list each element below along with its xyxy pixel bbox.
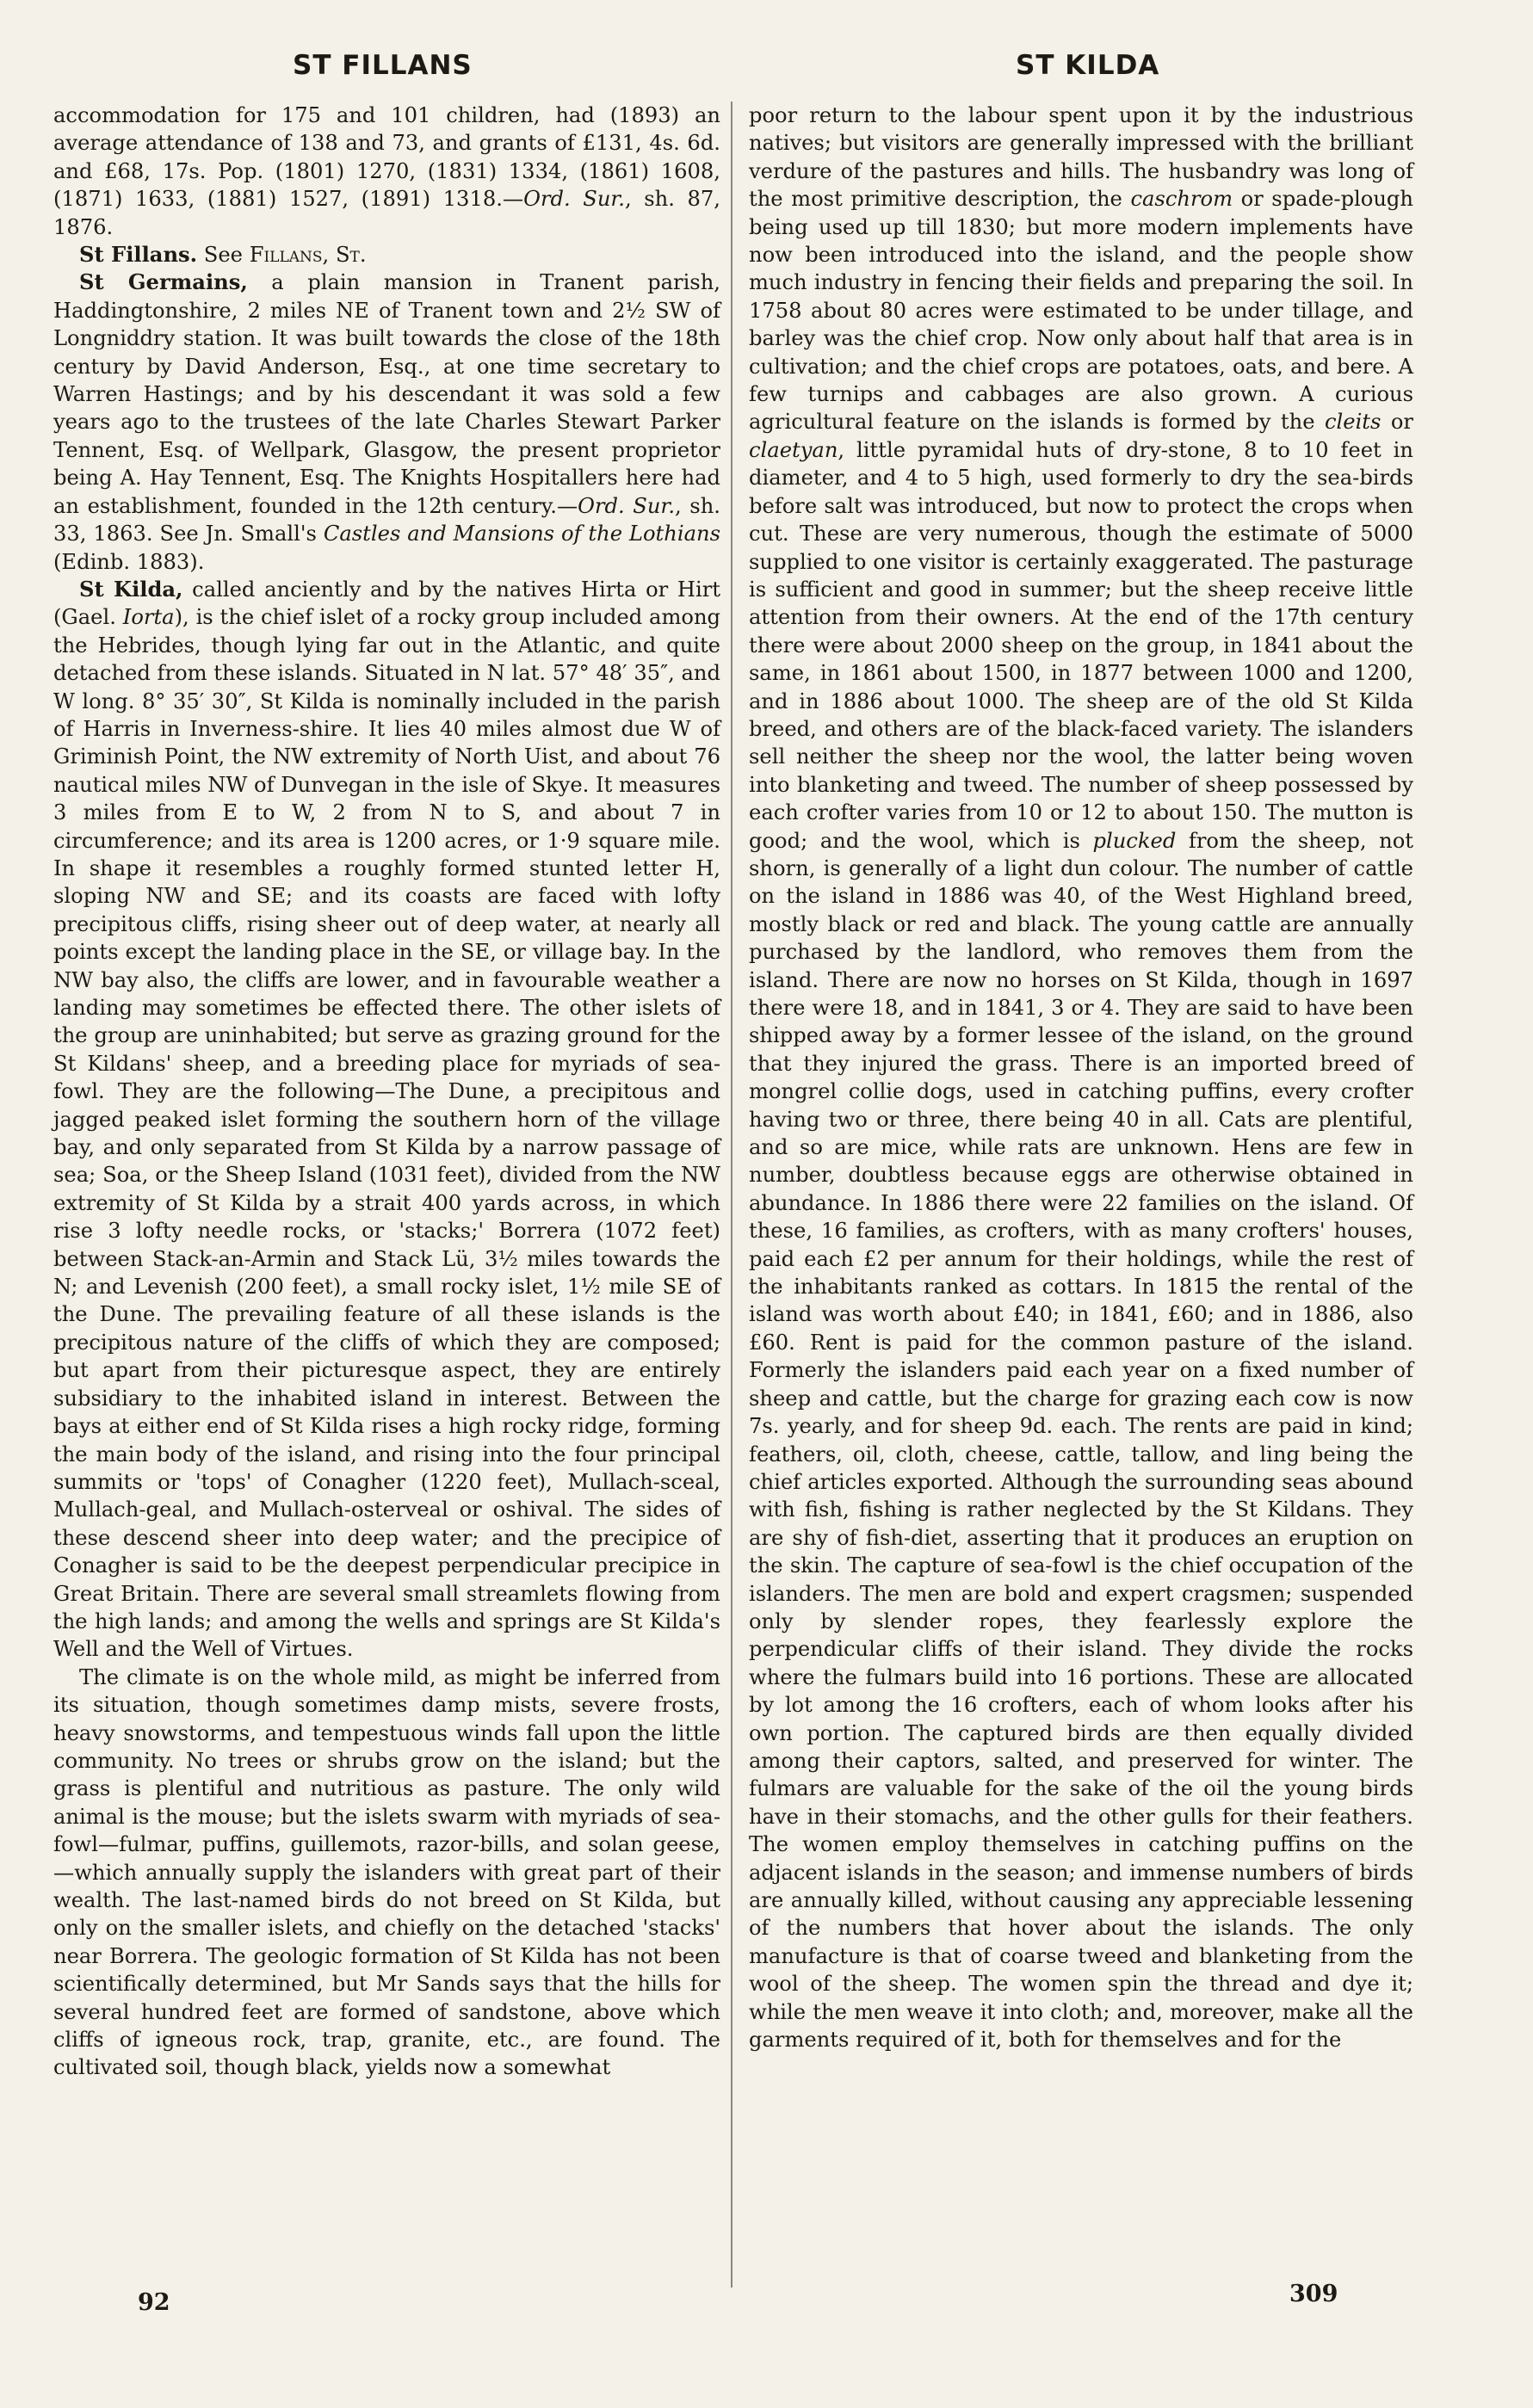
paragraph-text: , little pyramidal huts of dry-stone, 8 to 10 feet in diameter, and 4 to 5 high, used formerly to dry the sea-birds before salt was introduced, but now to protect the crops when cut. These are very numerous, though the estimate of 5000 supplied to one visitor is certainly exaggerated. The pasturage is sufficient and good in summer; but the sheep receive little attention from their owners. At the end of the 17th century there were about 2000 sheep on the group, in 1841 about the same, in 1861 about 1500, in 1877 between 1000 and 1200, and in 1886 about 1000. The sheep are of the old St Kilda breed, and others are of the black-faced variety. The islanders sell neither the sheep nor the wool, the latter being woven into blanketing and tweed. The number of sheep possessed by each crofter varies from 10 or 12 to about 150. The mutton is good; and the wool, which is — [749, 437, 1413, 853]
page-number-right: 309 — [1289, 2281, 1338, 2307]
entry-headword: St Germains, — [79, 269, 248, 295]
entry-st-germains — [53, 269, 720, 575]
book-title-italic: Castles and Mansions of the Lothians — [323, 522, 720, 546]
reference-italic: Ord. Sur. — [523, 187, 625, 212]
running-header — [0, 50, 1533, 93]
left-column — [53, 102, 720, 2082]
page-number-left: 92 — [138, 2289, 170, 2316]
entry-text: See — [197, 243, 250, 268]
column-divider — [731, 102, 733, 2288]
right-running-title: ST KILDA — [1016, 50, 1160, 81]
paragraph-school-stats — [53, 102, 720, 241]
paragraph-husbandry — [749, 102, 1413, 2053]
right-column — [749, 102, 1413, 2053]
term-italic: plucked — [1092, 828, 1177, 853]
cross-reference: Fillans, St. — [249, 243, 367, 268]
entry-text: , sh. 33, 1863. See Jn. Small's — [53, 493, 720, 546]
paragraph-text: , sh. 87, 1876. — [53, 187, 720, 239]
entry-text: a plain mansion in Tranent parish, Haddingtonshire, 2 miles NE of Tranent town and 2½ SW of Longniddry station. It was built towards the close of the 18th century by David Anderson, Esq., at one time secretary to Warren Hastings; and by his descendant it was sold a few years ago to the trustees of the late Charles Stewart Parker Tennent, Esq. of Wellpark, Glasgow, the present proprietor being A. Hay Tennent, Esq. The Knights Hospitallers here had an establishment, founded in the 12th century.— — [53, 270, 720, 518]
entry-text: called anciently and by the natives Hirta or Hirt (Gael. — [53, 577, 721, 630]
paragraph-text: accommodation for 175 and 101 children, had (1893) an average attendance of 138 and 73, and grants of £131, 4s. 6d. and £68, 17s. Pop. (1801) 1270, (1831) 1334, (1861) 1608, (1871) 1633, (1881) 1527, (1891) 1318.— — [53, 103, 720, 212]
paragraph-text: from the sheep, not shorn, is generally of a light dun colour. The number of cattle on the island in 1886 was 40, of the West Highland breed, mostly black or red and black. The young cattle are annually purchased by the landlord, who removes them from the island. There are now no horses on St Kilda, though in 1697 there were 18, and in 1841, 3 or 4. They are said to have been shipped away by a former lessee of the island, on the ground that they injured the grass. There is an imported breed of mongrel collie dogs, used in catching puffins, every crofter having two or three, there being 40 in all. Cats are plentiful, and so are mice, while rats are unknown. Hens are few in number, doubtless because eggs are otherwise obtained in abundance. In 1886 there were 22 families on the island. Of these, 16 families, as crofters, with as many crofters' houses, paid each £2 per annum for their holdings, while the rest of the inhabitants ranked as cottars. In 1815 the rental of the island was worth about £40; in 1841, £60; and in 1886, also £60. Rent is paid for the common pasture of the island. Formerly the islanders paid each year on a fixed number of sheep and cattle, but the charge for grazing each cow is now 7s. yearly, and for sheep 9d. each. The rents are paid in kind; feathers, oil, cloth, cheese, cattle, tallow, and ling being the chief articles exported. Although the surrounding seas abound with fish, fishing is rather neglected by the St Kildans. They are shy of fish-diet, asserting that it produces an eruption on the skin. The capture of sea-fowl is the chief occupation of the islanders. The men are bold and expert cragsmen; suspended only by slender ropes, they fearlessly explore the perpendicular cliffs of their island. They divide the rocks where the fulmars build into 16 portions. These are allocated by lot among the 16 crofters, each of whom looks after his own portion. The captured birds are then equally divided among their captors, salted, and preserved for winter. The fulmars are valuable for the sake of the oil the young birds have in their stomachs, and the other gulls for their feathers. The women employ themselves in catching puffins on the adjacent islands in the season; and immense numbers of birds are annually killed, without causing any appreciable lessening of the numbers that hover about the islands. The only manufacture is that of coarse tweed and blanketing from the wool of the sheep. The women spin the thread and dye it; while the men weave it into cloth; and, moreover, make all the garments required of it, both for themselves and for the — [749, 828, 1413, 2053]
entry-headword: St Fillans. — [79, 242, 198, 268]
gaelic-name-italic: Iorta — [122, 605, 175, 630]
entry-st-kilda — [53, 576, 720, 1664]
entry-text: ), is the chief islet of a rocky group included among the Hebrides, though lying far out in the Atlantic, and quite detached from these islands. Situated in N lat. 57° 48′ 35″, and W long. 8° 35′ 30″, St Kilda is nominally included in the parish of Harris in Inverness-shire. It lies 40 miles almost due W of Griminish Point, the NW extremity of North Uist, and about 76 nautical miles NW of Dunvegan in the isle of Skye. It measures 3 miles from E to W, 2 from N to S, and about 7 in circumference; and its area is 1200 acres, or 1·9 square mile. In shape it resembles a roughly formed stunted letter H, sloping NW and SE; and its coasts are faced with lofty precipitous cliffs, rising sheer out of deep water, at nearly all points except the landing place in the SE, or village bay. In the NW bay also, the cliffs are lower, and in favourable weather a landing may sometimes be effected there. The other islets of the group are uninhabited; but serve as grazing ground for the St Kildans' sheep, and a breeding place for myriads of sea-fowl. They are the following—The Dune, a precipitous and jagged peaked islet forming the southern horn of the village bay, and only separated from St Kilda by a narrow passage of sea; Soa, or the Sheep Island (1031 feet), divided from the NW extremity of St Kilda by a strait 400 yards across, in which rise 3 lofty needle rocks, or 'stacks;' Borrera (1072 feet) between Stack-an-Armin and Stack Lü, 3½ miles towards the N; and Levenish (200 feet), a small rocky islet, 1½ mile SE of the Dune. The prevailing feature of all these islands is the precipitous nature of the cliffs of which they are composed; but apart from their picturesque aspect, they are entirely subsidiary to the inhabited island in interest. Between the bays at either end of St Kilda rises a high rocky ridge, forming the main body of the island, and rising into the four principal summits or 'tops' of Conagher (1220 feet), Mullach-sceal, Mullach-geal, and Mullach-osterveal or oshival. The sides of these descend sheer into deep water; and the precipice of Conagher is said to be the deepest perpendicular precipice in Great Britain. There are several small streamlets flowing from the high lands; and among the wells and springs are St Kilda's Well and the Well of Virtues. — [53, 605, 720, 1662]
entry-text: (Edinb. 1883). — [53, 549, 205, 574]
paragraph-text: or spade-plough being used up till 1830; but more modern implements have now been introduced into the island, and the people show much industry in fencing their fields and preparing the soil. In 1758 about 80 acres were estimated to be under tillage, and barley was the chief crop. Now only about half that area is in cultivation; and the chief crops are potatoes, oats, and bere. A few turnips and cabbages are also grown. A curious agricultural feature on the islands is formed by the — [749, 187, 1413, 435]
reference-italic: Ord. Sur. — [578, 493, 676, 518]
term-italic: cleits — [1324, 410, 1382, 435]
paragraph-text: The climate is on the whole mild, as might be inferred from its situation, though sometimes damp mists, severe frosts, heavy snowstorms, and tempestuous winds fall upon the little community. No trees or shrubs grow on the island; but the grass is plentiful and nutritious as pasture. The only wild animal is the mouse; but the islets swarm with myriads of sea-fowl—fulmar, puffins, guillemots, razor-bills, and solan geese,—which annually supply the islanders with great part of their wealth. The last-named birds do not breed on St Kilda, but only on the smaller islets, and chiefly on the detached 'stacks' near Borrera. The geologic formation of St Kilda has not been scientifically determined, but Mr Sands says that the hills for several hundred feet are formed of sandstone, above which cliffs of igneous rock, trap, granite, etc., are found. The cultivated soil, though black, yields now a somewhat — [53, 1664, 720, 2080]
entry-headword: St Kilda, — [79, 576, 183, 602]
paragraph-climate — [53, 1664, 720, 2082]
left-running-title: ST FILLANS — [293, 50, 473, 81]
term-italic: claetyan — [749, 437, 838, 462]
entry-st-fillans — [53, 241, 720, 269]
paragraph-text: or — [1381, 410, 1413, 435]
term-italic: caschrom — [1130, 187, 1233, 212]
paragraph-text: poor return to the labour spent upon it by the industrious natives; but visitors are generally impressed with the brilliant verdure of the pastures and hills. The husbandry was long of the most primitive description, the — [749, 103, 1413, 212]
